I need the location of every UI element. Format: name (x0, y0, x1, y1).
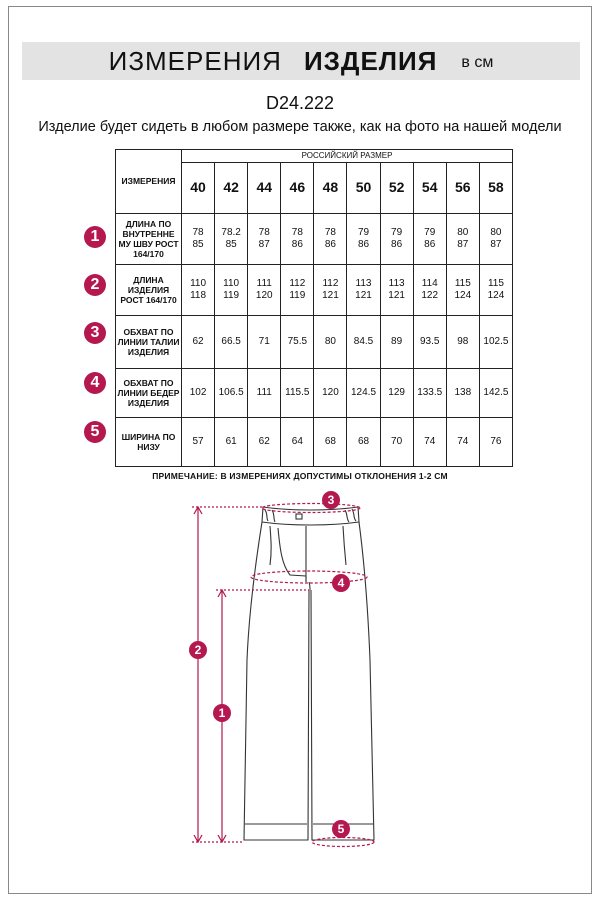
table-cell (314, 214, 347, 265)
table-cell (347, 316, 380, 369)
cell-value: 115 (487, 277, 504, 289)
table-cell (182, 369, 215, 418)
cell-value: 124 (454, 290, 472, 301)
cell-value: 120 (322, 386, 339, 398)
table-cell (380, 214, 413, 265)
table-row (116, 369, 513, 418)
size-46: 46 (281, 163, 314, 214)
cell-value: 122 (421, 290, 439, 301)
cell-value: 102.5 (483, 335, 509, 347)
table-cell (281, 369, 314, 418)
table-cell (446, 316, 479, 369)
title-bold: ИЗДЕЛИЯ (303, 45, 438, 76)
cell-value: 86 (391, 239, 403, 250)
table-cell (215, 418, 248, 467)
trousers-drawing (0, 490, 600, 890)
cell-value: 85 (225, 239, 237, 250)
table-cell (380, 316, 413, 369)
table-cell (380, 265, 413, 316)
size-52: 52 (380, 163, 413, 214)
cell-value: 80 (324, 335, 336, 347)
cell-value: 78.2 (221, 226, 241, 238)
table-cell (413, 316, 446, 369)
table-cell (182, 418, 215, 467)
cell-value: 76 (490, 435, 502, 447)
diagram-badge-hem: 5 (332, 820, 350, 838)
table-cell (413, 418, 446, 467)
trousers-outline (244, 507, 374, 840)
cell-value: 62 (258, 435, 270, 447)
table-cell (347, 369, 380, 418)
measurements-header: ИЗМЕРЕНИЯ (116, 150, 182, 214)
cell-value: 75.5 (287, 335, 308, 347)
row-badge-4: 4 (84, 372, 106, 394)
size-50: 50 (347, 163, 380, 214)
table-row (116, 265, 513, 316)
cell-value: 78 (192, 226, 204, 238)
table-cell (347, 265, 380, 316)
table-row (116, 418, 513, 467)
cell-value: 79 (424, 226, 436, 238)
cell-value: 86 (324, 239, 336, 250)
size-40: 40 (182, 163, 215, 214)
table-cell (182, 316, 215, 369)
cell-value: 121 (388, 290, 405, 301)
cell-value: 66.5 (221, 335, 241, 347)
table-cell (248, 265, 281, 316)
product-code: D24.222 (265, 93, 335, 113)
cell-value: 86 (291, 239, 303, 250)
cell-value: 118 (190, 290, 207, 301)
title-bar (22, 42, 580, 80)
row-label: ОБХВАТ ПО ЛИНИИ ТАЛИИ ИЗДЕЛИЯ (116, 316, 182, 369)
table-cell (215, 369, 248, 418)
tolerance-remark: ПРИМЕЧАНИЕ: В ИЗМЕРЕНИЯХ ДОПУСТИМЫ ОТКЛОНЕНИЯ 1-2 СМ (152, 471, 448, 481)
cell-value: 71 (258, 335, 270, 347)
cell-value: 70 (391, 435, 403, 447)
table-cell (248, 418, 281, 467)
cell-value: 78 (291, 226, 303, 238)
cell-value: 87 (457, 239, 469, 250)
cell-value: 57 (192, 435, 204, 447)
cell-value: 78 (258, 226, 270, 238)
cell-value: 79 (391, 226, 403, 238)
cell-value: 112 (322, 277, 339, 289)
cell-value: 115.5 (285, 386, 310, 398)
row-badge-1: 1 (84, 226, 106, 248)
table-cell (248, 369, 281, 418)
size-56: 56 (446, 163, 479, 214)
table-row (116, 316, 513, 369)
table-cell (182, 214, 215, 265)
cell-value: 120 (255, 290, 273, 301)
cell-value: 86 (357, 239, 370, 250)
cell-value: 112 (289, 277, 306, 289)
table-cell (413, 214, 446, 265)
table-cell (380, 369, 413, 418)
cell-value: 79 (357, 226, 370, 238)
row-label: ШИРИНА ПО НИЗУ (116, 418, 182, 467)
table-cell (182, 265, 215, 316)
cell-value: 113 (355, 277, 372, 289)
table-cell (380, 418, 413, 467)
cell-value: 102 (189, 386, 207, 398)
size-table (115, 149, 513, 467)
size-42: 42 (215, 163, 248, 214)
title-regular: ИЗМЕРЕНИЯ (108, 45, 282, 76)
table-cell (281, 214, 314, 265)
row-badge-2: 2 (84, 274, 106, 296)
cell-value: 142.5 (483, 386, 509, 398)
row-badge-5: 5 (84, 421, 106, 443)
table-cell (215, 214, 248, 265)
cell-value: 111 (256, 386, 272, 398)
cell-value: 106.5 (218, 386, 244, 398)
cell-value: 74 (424, 435, 436, 447)
size-54: 54 (413, 163, 446, 214)
cell-value: 121 (355, 290, 372, 301)
table-cell (248, 316, 281, 369)
row-label: ДЛИНА ИЗДЕЛИЯ РОСТ 164/170 (116, 265, 182, 316)
cell-value: 114 (421, 277, 438, 289)
cell-value: 87 (258, 239, 270, 250)
cell-value: 129 (388, 386, 405, 398)
row-label: ДЛИНА ПО ВНУТРЕННЕ МУ ШВУ РОСТ 164/170 (116, 214, 182, 265)
diagram-badge-waist: 3 (322, 491, 340, 509)
table-cell (413, 265, 446, 316)
table-cell (314, 418, 347, 467)
table-cell (413, 369, 446, 418)
cell-value: 119 (223, 290, 240, 301)
table-cell (479, 369, 512, 418)
cell-value: 80 (457, 226, 469, 238)
cell-value: 61 (225, 435, 237, 447)
cell-value: 68 (324, 435, 336, 447)
cell-value: 78 (324, 226, 336, 238)
cell-value: 124 (487, 290, 505, 301)
row-label: ОБХВАТ ПО ЛИНИИ БЕДЕР ИЗДЕЛИЯ (116, 369, 182, 418)
cell-value: 113 (388, 277, 405, 289)
size-group-header: РОССИЙСКИЙ РАЗМЕР (182, 150, 513, 163)
diagram-badge-inseam: 1 (213, 704, 231, 722)
cell-value: 98 (457, 335, 469, 347)
row-badge-3: 3 (84, 322, 106, 344)
size-58: 58 (479, 163, 512, 214)
title-unit: в см (461, 54, 494, 71)
table-cell (446, 265, 479, 316)
cell-value: 87 (490, 239, 502, 250)
cell-value: 62 (192, 335, 204, 347)
cell-value: 64 (291, 435, 303, 447)
table-cell (281, 418, 314, 467)
cell-value: 124.5 (351, 386, 377, 398)
cell-value: 115 (454, 277, 471, 289)
cell-value: 74 (457, 435, 469, 447)
fit-note: Изделие будет сидеть в любом размере также, как на фото на нашей модели (38, 119, 562, 135)
cell-value: 133.5 (417, 386, 443, 398)
cell-value: 89 (391, 335, 403, 347)
cell-value: 80 (490, 226, 502, 238)
table-cell (215, 316, 248, 369)
table-cell (347, 214, 380, 265)
measure-lines (192, 504, 374, 847)
cell-value: 111 (256, 277, 272, 289)
table-cell (446, 418, 479, 467)
diagram-badge-length: 2 (189, 641, 207, 659)
table-cell (347, 418, 380, 467)
cell-value: 110 (223, 277, 240, 289)
table-cell (215, 265, 248, 316)
cell-value: 93.5 (419, 335, 440, 347)
cell-value: 86 (424, 239, 436, 250)
cell-value: 119 (289, 290, 306, 301)
cell-value: 138 (454, 386, 472, 398)
table-cell (479, 265, 512, 316)
cell-value: 110 (190, 277, 207, 289)
table-cell (314, 265, 347, 316)
table-cell (479, 214, 512, 265)
table-cell (281, 316, 314, 369)
diagram-badge-hips: 4 (332, 574, 350, 592)
cell-value: 68 (357, 435, 370, 447)
table-cell (314, 369, 347, 418)
table-cell (281, 265, 314, 316)
table-cell (479, 418, 512, 467)
table-cell (314, 316, 347, 369)
table-cell (446, 369, 479, 418)
cell-value: 85 (192, 239, 204, 250)
cell-value: 121 (322, 290, 339, 301)
table-cell (248, 214, 281, 265)
size-44: 44 (248, 163, 281, 214)
table-cell (479, 316, 512, 369)
table-cell (446, 214, 479, 265)
size-48: 48 (314, 163, 347, 214)
cell-value: 84.5 (353, 335, 374, 347)
table-row (116, 214, 513, 265)
